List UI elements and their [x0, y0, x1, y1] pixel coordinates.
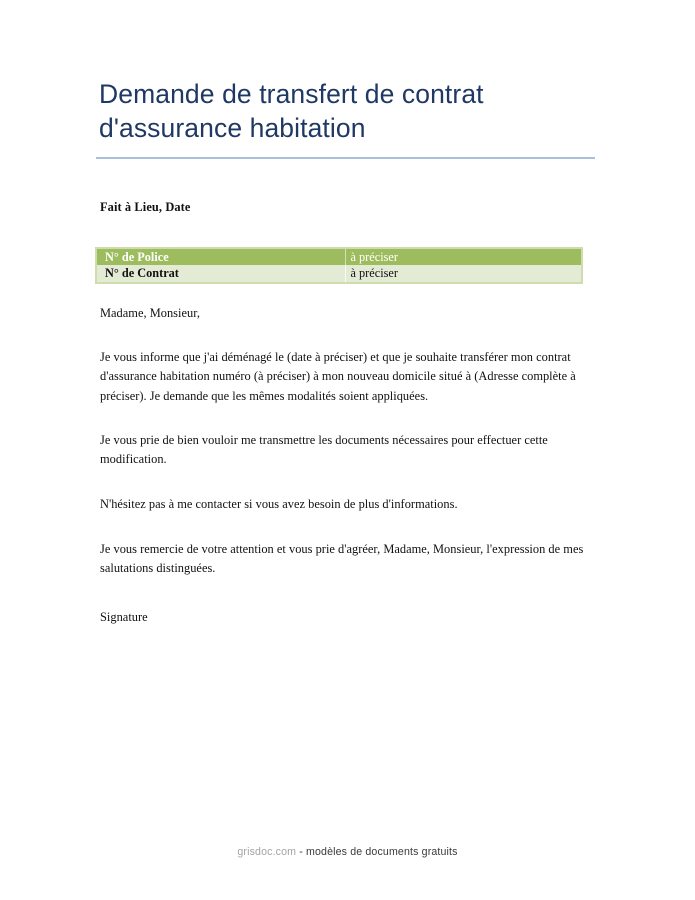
salutation: Madame, Monsieur, — [100, 306, 200, 320]
table-row — [97, 249, 581, 265]
table-row — [97, 265, 581, 282]
reference-table — [95, 247, 583, 284]
page-footer — [0, 846, 695, 858]
page-title-line-2: d'assurance habitation — [99, 112, 366, 143]
footer-tagline: - modèles de documents gratuits — [296, 846, 458, 858]
paragraph-1: Je vous informe que j'ai déménagé le (date à préciser) et que je souhaite transférer mon contrat d'assurance habitation numéro (à préciser) à mon nouveau domicile situé à (Adresse complète à préciser). Je demande que les mêmes modalités soient appliquées. — [100, 350, 576, 403]
policy-number-label: N° de Police — [97, 249, 345, 265]
page-title-line-1: Demande de transfert de contrat — [99, 79, 484, 109]
paragraph-2: Je vous prie de bien vouloir me transmettre les documents nécessaires pour effectuer cette modification. — [100, 433, 548, 467]
title-divider — [96, 157, 595, 159]
policy-number-value: à préciser — [345, 249, 581, 265]
contract-number-label: N° de Contrat — [97, 265, 345, 282]
place-date-line: Fait à Lieu, Date — [100, 200, 191, 214]
paragraph-4: Je vous remercie de votre attention et vous prie d'agréer, Madame, Monsieur, l'expression de mes salutations distinguées. — [100, 542, 584, 576]
contract-number-value: à préciser — [345, 265, 581, 282]
paragraph-3: N'hésitez pas à me contacter si vous avez besoin de plus d'informations. — [100, 497, 458, 511]
footer-brand: grisdoc.com — [237, 846, 297, 858]
signature-label: Signature — [100, 610, 148, 624]
page-title — [99, 78, 619, 146]
